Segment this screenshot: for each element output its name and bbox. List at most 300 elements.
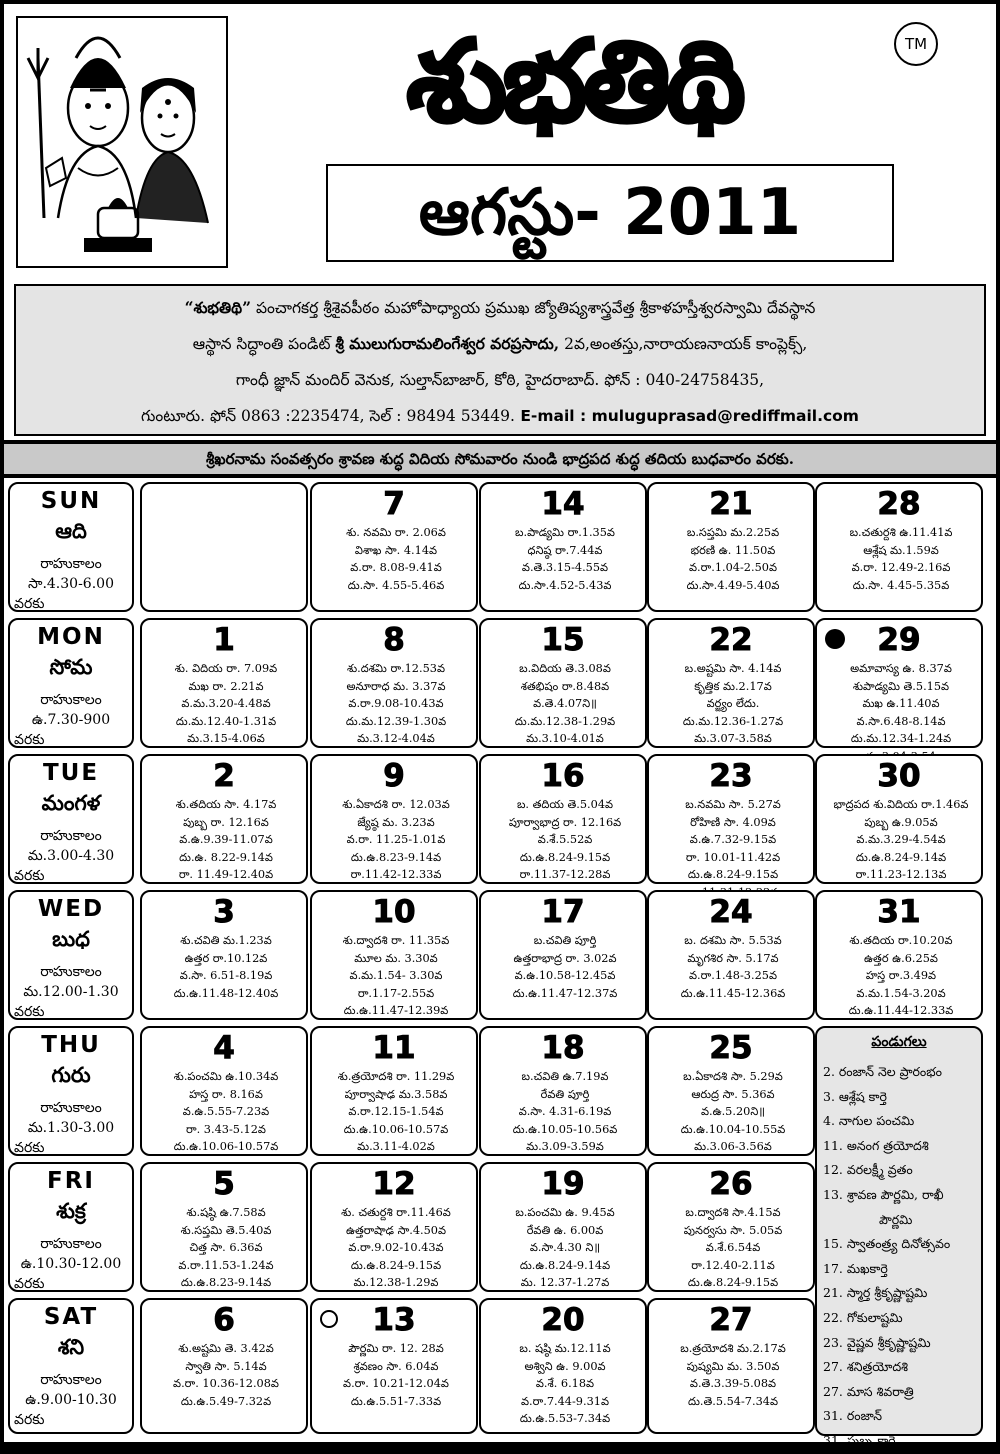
rahukalam-label: రాహుకాలం [40,692,102,708]
rahukalam-suffix: వరకు [14,1140,45,1156]
brand-title: శుభతిథి [406,17,742,147]
panchang-line: వ.రా. 11.25-1.01వ [346,833,446,846]
rahukalam-label: రాహుకాలం [40,1372,102,1388]
panchang-line: వ.సా.6.48-8.14వ [856,714,946,728]
date-number: 15 [541,622,585,658]
panchang-line: చిత్త సా. 6.36వ [189,1241,263,1254]
date-cell-20[interactable] [479,1298,647,1434]
panchang-line: వ.రా.7.44-9.31వ [521,1394,609,1408]
date-number: 27 [709,1302,753,1338]
panchang-details [148,932,304,1002]
date-cell-22[interactable] [647,618,815,748]
info-line-2 [16,328,984,360]
date-cell-23[interactable] [647,754,815,884]
date-number: 24 [709,894,753,930]
panchang-line: మ.3.15-4.06వ [187,732,265,745]
weekday-tue [8,754,134,884]
date-cell-29[interactable] [815,618,983,748]
weekday-thu [8,1026,134,1156]
festival-item: 13. శ్రావణ పౌర్ణమి, రాఖీ [823,1186,944,1202]
panchang-line: వ.సా. 6.51-8.19వ [179,969,273,982]
empty-cell [140,482,308,612]
panchang-line: వ.రా. 10.36-12.08వ [173,1377,279,1390]
panchang-line: మ.3.12-4.04వ [357,732,435,745]
date-cell-30[interactable] [815,754,983,884]
date-number: 31 [877,894,921,930]
date-number: 26 [709,1166,753,1202]
panchang-line: వ.ఉ.5.55-7.23వ [182,1105,270,1118]
weekday-te: బుధ [52,926,90,951]
panchang-line: శు.దశమి రా.12.53వ [347,662,445,675]
panchang-details [655,796,811,901]
panchang-details [318,932,474,1020]
calendar-grid [4,478,996,1448]
panchang-line: హస్త రా.3.49వ [865,969,937,982]
date-number: 5 [213,1166,235,1202]
rahukalam-suffix: వరకు [14,868,45,884]
festival-item: 31. రంజాన్ [823,1408,883,1424]
date-cell-1[interactable] [140,618,308,748]
panchang-line: దు.ఉ.5.49-7.32వ [180,1394,272,1408]
panchang-line: రా.12.40-2.11వ [691,1258,775,1272]
panchang-line: మ.3.11-4.02వ [357,1140,435,1153]
panchang-line: మ.12.38-1.29వ [353,1276,439,1289]
panchang-line: దు.ఉ.8.24-9.14వ [519,1258,611,1272]
panchang-line: వర్జ్యం లేదు. [706,697,760,710]
rahukalam-time: ఉ.9.00-10.30 [25,1392,117,1408]
panchang-line: జ్యేష్ఠ మ. 3.23వ [357,815,435,829]
panchang-line: శుపాడ్యమి తె.5.15వ [852,679,950,693]
festival-item: 4. నాగుల పంచమి [823,1113,915,1129]
panchang-line: బ.విదియ తె.3.08వ [519,662,611,675]
panchang-line: వ.రా.12.15-1.54వ [348,1105,444,1118]
date-number: 23 [709,758,753,794]
date-cell-31[interactable] [815,890,983,1020]
period-banner: శ్రీఖరనామ సంవత్సరం శ్రావణ శుద్ధ విదియ సోమవారం నుండి భాద్రపద శుద్ధ తదియ బుధవారం వరకు. [4,444,996,474]
panchang-line: రా. 11.49-12.40వ [178,868,274,881]
panchang-line: వ.రా. 12.49-2.16వ [851,561,951,574]
panchang-line: దు.ఉ.8.24-9.15వ [519,850,611,864]
date-cell-16[interactable] [479,754,647,884]
weekday-te: ఆది [55,518,87,543]
panchang-details [148,1340,304,1410]
rahukalam-time: ఉ.10.30-12.00 [20,1256,122,1272]
deity-illustration [16,16,228,268]
date-number: 19 [541,1166,585,1202]
panchang-line: బ.త్రయోదశి మ.2.17వ [680,1342,786,1355]
panchang-line: శు.చవితి మ.1.23వ [180,934,272,947]
panchang-line: బ. తదియ తె.5.04వ [516,798,614,811]
festival-item: 23. వైష్ణవ శ్రీకృష్ణాష్టమి [823,1334,931,1350]
weekday-te: శని [57,1334,85,1359]
festival-item: 11. అనంగ త్రయోదశి [823,1137,929,1153]
festivals-list [823,1060,979,1454]
date-cell-14[interactable] [479,482,647,612]
panchang-line: పుష్యమి మ. 3.50వ [686,1359,780,1373]
date-cell-28[interactable] [815,482,983,612]
panchang-line: శు.తదియ సా. 4.17వ [175,798,277,811]
date-number: 22 [709,622,753,658]
panchang-line: శతభిషం రా.8.48వ [520,679,610,693]
panchang-line: వ.ఉ.7.32-9.15వ [689,833,777,846]
panchang-line: దు.మ.12.38-1.29వ [514,714,616,728]
weekday-sat [8,1298,134,1434]
date-cell-19[interactable] [479,1162,647,1292]
panchang-line: బ.సప్తమి మ.2.25వ [686,526,780,539]
panchang-line: వ.తె.3.39-5.08వ [689,1377,777,1390]
panchang-line: రా.1.17-2.55వ [357,986,435,1000]
panchang-line: రేవతి పూర్తి [540,1087,590,1101]
panchang-details [655,524,811,594]
rahukalam-suffix: వరకు [14,596,45,612]
panchang-line: దు.ఉ.8.23-9.14వ [180,1276,272,1289]
panchang-line: మ.3.06-3.56వ [694,1140,772,1153]
panchang-line: భరణి ఉ. 11.50వ [690,543,776,557]
date-cell-3[interactable] [140,890,308,1020]
date-number: 1 [213,622,235,658]
panchang-line: వ.రా. 8.08-9.41వ [350,561,442,574]
panchang-line: వ.ఉ.9.39-11.07వ [179,833,273,846]
festival-item: 27. మాస శివరాత్రి [823,1383,914,1399]
date-number: 7 [383,486,405,522]
panchang-line: దు.ఉ.8.24-9.15వ [350,1258,442,1272]
panchang-line: ఉత్తర ఉ.6.25వ [864,951,938,965]
panchang-line: శు.అష్టమి తె. 3.42వ [178,1342,274,1355]
festivals-panel [815,1026,983,1448]
contact-phones: గుంటూరు. ఫోన్ 0863 :2235474, సెల్ : 98494 53449. [141,407,515,425]
weekday-mon [8,618,134,748]
date-number: 17 [541,894,585,930]
panchang-line: రా.11.23-12.13వ [855,868,947,881]
panchang-line: దు.ఉ.10.06-10.57వ [173,1140,279,1153]
date-cell-10[interactable] [310,890,478,1020]
panchang-line: రేవతి ఉ. 6.00వ [526,1223,604,1237]
date-number: 9 [383,758,405,794]
date-number: 6 [213,1302,235,1338]
date-cell-6[interactable] [140,1298,308,1434]
panchang-line: ఆరుద్ర సా. 5.36వ [691,1087,775,1101]
panchang-line: వ.ఉ.5.20ని॥ [700,1105,766,1118]
panchang-line: అమావాస్య ఉ. 8.37వ [850,662,952,675]
panchang-line: వ.ఉ.10.58-12.45వ [514,969,616,982]
rahukalam-label: రాహుకాలం [40,1100,102,1116]
rahukalam-label: రాహుకాలం [40,828,102,844]
weekday-fri [8,1162,134,1292]
panchang-line: శు. నవమి రా. 2.06వ [346,526,446,539]
panchang-line: దు.సా.4.52-5.43వ [518,578,612,592]
panchang-details [655,1204,811,1292]
weekday-te: శుక్ర [56,1198,86,1223]
panchang-details [655,660,811,748]
festival-item: 17. మఖకార్తె [823,1260,888,1276]
panchang-line: పుబ్బ రా. 12.16వ [183,815,269,829]
panchang-line: వ.రా.1.04-2.50వ [689,561,777,574]
panchang-line: వ.సా. 4.31-6.19వ [518,1105,612,1118]
panchang-details [823,660,979,765]
date-cell-17[interactable] [479,890,647,1020]
panchang-line: మఖ రా. 2.21వ [188,679,264,693]
panchang-details [487,1204,643,1292]
panchang-details [148,1204,304,1292]
panchang-details [655,1340,811,1410]
author-name: శ్రీ ములుగురామలింగేశ్వర వరప్రసాదు, [335,334,560,353]
panchang-line: దు.ఉ.5.51-7.33వ [350,1394,442,1408]
festival-item: 27. శనిత్రయోదశి [823,1359,909,1375]
panchang-line: పుబ్బ ఉ.9.05వ [864,815,938,829]
weekday-sun [8,482,134,612]
weekday-en: THU [41,1032,101,1058]
panchang-line: బ.ద్వాదశి సా.4.15వ [685,1206,781,1219]
info-text: ఆస్థాన సిద్ధాంతి పండిట్ [192,335,336,353]
panchang-line: శు.పంచమి ఉ.10.34వ [173,1070,279,1083]
panchang-line: ఉత్తరాభాద్ర రా. 3.02వ [513,951,617,965]
festival-item: 31. పుబ్బ కార్తె [823,1432,896,1448]
panchang-line: మ. 12.37-1.27వ [520,1276,610,1289]
panchang-line: దు.సా. 4.45-5.35వ [852,578,950,592]
panchang-details [318,524,474,594]
info-text: 2వ,అంతస్తు,నారాయణనాయక్ కాంప్లెక్స్, [559,335,808,353]
date-number: 4 [213,1030,235,1066]
panchang-line: మ.3.10-4.01వ [526,732,604,745]
panchang-line: దు.ఉ.8.23-9.14వ [350,850,442,864]
panchang-line: బ.పాడ్యమి రా.1.35వ [515,526,615,539]
festival-item: 3. ఆశ్లేష కార్తె [823,1088,887,1104]
panchang-line: వ.రా. 10.21-12.04వ [343,1377,449,1390]
panchang-details [487,932,643,1002]
panchang-line: దు.ఉ. 8.22-9.14వ [179,850,273,864]
date-number: 29 [877,622,921,658]
panchang-line: బ.చవితి పూర్తి [533,934,597,947]
date-cell-13[interactable] [310,1298,478,1434]
rahukalam-suffix: వరకు [14,732,45,748]
panchang-line: ధనిష్ఠ రా.7.44వ [527,543,603,557]
date-cell-15[interactable] [479,618,647,748]
panchang-line: దు.ఉ.11.47-12.37వ [512,986,618,1000]
date-number: 28 [877,486,921,522]
contact-email: E-mail : muluguprasad@rediffmail.com [514,407,859,425]
panchang-details [148,1068,304,1156]
panchang-line: వ.మ.3.29-4.54వ [856,833,946,846]
panchang-line: మూల మ. 3.30వ [354,951,438,965]
date-number: 16 [541,758,585,794]
panchang-line: పూర్వాభాద్ర రా. 12.16వ [508,815,622,829]
panchang-line: వ.రా.9.08-10.43వ [348,697,444,710]
panchang-line: దు.ఉ.5.53-7.34వ [519,1412,611,1425]
trademark-badge: TM [894,22,938,66]
panchang-line: బ.నవమి సా. 5.27వ [685,798,781,811]
festival-item: 12. వరలక్ష్మీ వ్రతం [823,1162,913,1178]
panchang-line: ఆశ్లేష మ.1.59వ [863,543,939,557]
rahukalam-time: ఉ.7.30-900 [31,712,111,728]
panchang-line: వ.శే. 6.18వ [535,1377,595,1390]
rahukalam-time: మ.12.00-1.30 [23,984,119,1000]
festival-item: 22. గోకులాష్టమి [823,1309,903,1325]
panchang-line: స్వాతి సా. 5.14వ [185,1359,267,1373]
panchang-line: శు. విదియ రా. 7.09వ [174,662,278,675]
date-number: 18 [541,1030,585,1066]
festival-item: 2. రంజాన్ నెల ప్రారంభం [823,1064,942,1079]
panchang-details [823,796,979,884]
panchang-line: దు.ఉ.11.45-12.36వ [680,986,786,1000]
panchang-details [487,1340,643,1428]
date-number: 20 [541,1302,585,1338]
panchang-line: దు.ఉ.10.05-10.56వ [512,1122,618,1136]
rahukalam-label: రాహుకాలం [40,556,102,572]
panchang-line: వ.రా.9.02-10.43వ [348,1241,444,1254]
brand-quote: “శుభతిథి” [184,298,252,317]
rahukalam-time: మ.3.00-4.30 [27,848,115,864]
panchang-line: బ.అష్టమి సా. 4.14వ [684,662,782,675]
panchang-line: పునర్వసు సా. 5.05వ [683,1223,783,1237]
panchang-line: పౌర్ణమి రా. 12. 28వ [348,1342,444,1355]
info-line-3: గాంధీ జ్ఞాన్ మందిర్ వెనుక, సుల్తాన్‌బాజార్, కోఠి, హైదరాబాద్. ఫోన్ : 040-24758435, [235,371,765,389]
publisher-info [4,280,996,440]
date-cell-7[interactable] [310,482,478,612]
date-number: 13 [372,1302,416,1338]
festivals-title: పండుగలు [871,1034,927,1050]
weekday-te: సోమ [49,654,93,679]
date-cell-5[interactable] [140,1162,308,1292]
date-cell-2[interactable] [140,754,308,884]
panchang-line: రా. 10.01-11.42వ [685,850,781,864]
rahukalam-label: రాహుకాలం [40,964,102,980]
panchang-line: దు.ఉ.8.24-9.15వ [687,1276,779,1289]
date-cell-8[interactable] [310,618,478,748]
panchang-line: దు.ఉ.8.24-9.14వ [855,850,947,864]
weekday-en: SUN [40,488,102,514]
panchang-details [148,796,304,884]
panchang-line: శు. చతుర్దశి రా.11.46వ [341,1206,451,1219]
panchang-line: బ. దశమి సా. 5.53వ [684,934,782,947]
panchang-details [487,1068,643,1156]
panchang-line: వ.శే.6.54వ [705,1241,761,1254]
panchang-details [318,660,474,748]
panchang-line: శు.త్రయోదశి రా. 11.29వ [337,1070,455,1083]
date-cell-12[interactable] [310,1162,478,1292]
date-number: 11 [372,1030,416,1066]
panchang-line: శు.సప్తమి తె.5.40వ [180,1223,272,1237]
panchang-line: దు.మ.12.39-1.30వ [345,714,447,728]
date-number: 30 [877,758,921,794]
panchang-line: బ.పంచమి ఉ. 9.45వ [515,1206,615,1219]
date-cell-26[interactable] [647,1162,815,1292]
month-year: ఆగస్టు- 2011 [418,176,802,250]
panchang-details [487,796,643,884]
month-year-box [326,164,894,262]
panchang-line: ఉత్తర రా.10.12వ [184,951,268,965]
panchang-line: దు.సా.4.49-5.40వ [686,578,780,592]
date-number: 25 [709,1030,753,1066]
info-line-1 [16,292,984,324]
date-number: 21 [709,486,753,522]
panchang-line: వ.రా.1.48-3.25వ [689,969,777,982]
festival-item: పౌర్ణమి [879,1211,913,1227]
date-cell-27[interactable] [647,1298,815,1434]
info-text: పంచాగకర్త శ్రీశైవపీఠం మహోపాధ్యాయ ప్రముఖ జ్యోతిష్యశాస్త్రవేత్త శ్రీకాళహస్తీశ్వరస్వామి దేవస్థాన [251,299,816,317]
panchang-line: శు.ద్వాదశి రా. 11.35వ [342,934,450,947]
date-cell-24[interactable] [647,890,815,1020]
weekday-te: మంగళ [41,790,101,815]
panchang-line: శు.ఏకాదశి రా. 12.03వ [342,798,450,811]
panchang-line: దు.ఉ.11.48-12.40వ [173,986,279,1000]
date-cell-25[interactable] [647,1026,815,1156]
rahukalam-suffix: వరకు [14,1276,45,1292]
panchang-line: దు.ఉ.10.04-10.55వ [680,1122,786,1136]
rahukalam-suffix: వరకు [14,1412,45,1428]
date-number: 10 [372,894,416,930]
date-cell-11[interactable] [310,1026,478,1156]
date-number: 14 [541,486,585,522]
panchang-line: దు.సా. 4.55-5.46వ [347,578,445,592]
panchang-line: వ.మ.1.54- 3.30వ [349,969,443,982]
header [4,4,996,280]
panchang-line: దు.ఉ.10.06-10.57వ [343,1122,449,1136]
weekday-wed [8,890,134,1020]
panchang-line: విశాఖ సా. 4.14వ [354,543,438,557]
panchang-line: దు.మ.12.40-1.31వ [175,714,277,728]
panchang-details [823,524,979,594]
panchang-line: శ్రవణం సా. 6.04వ [353,1359,439,1373]
panchang-details [318,796,474,884]
panchang-line: ఉత్తరాషాఢ సా.4.50వ [345,1223,447,1237]
panchang-line: దు.తె.5.54-7.34వ [687,1394,778,1408]
panchang-line: మృగశిర సా. 5.17వ [687,951,779,965]
weekday-en: MON [37,624,105,650]
panchang-line: వ.తె.4.07ని॥ [533,697,597,710]
date-number: 3 [213,894,235,930]
date-number: 8 [383,622,405,658]
weekday-te: గురు [51,1062,91,1087]
panchang-details [487,524,643,594]
panchang-details [655,1068,811,1156]
panchang-line: దు.మ.12.34-1.24వ [850,732,952,745]
rahukalam-label: రాహుకాలం [40,1236,102,1252]
panchang-line: దు.ఉ.8.24-9.15వ [687,868,779,881]
panchang-line: మ.3.07-3.58వ [694,732,772,745]
rahukalam-suffix: వరకు [14,1004,45,1020]
info-line-4 [16,400,984,432]
panchang-line: రా.11.42-12.33వ [350,868,442,881]
panchang-line: కృత్తిక మ.2.17వ [694,679,772,693]
weekday-en: TUE [42,760,100,786]
panchang-line: దు.ఉ.11.47-12.39వ [343,1004,449,1017]
rahukalam-time: మ.1.30-3.00 [27,1120,115,1136]
date-cell-9[interactable] [310,754,478,884]
panchang-line: పూర్వాషాఢ మ.3.58వ [344,1087,448,1101]
festival-item: 15. స్వాతంత్ర్య దినోత్సవం [823,1236,951,1252]
festival-item: 21. స్మార్త శ్రీకృష్ణాష్టమి [823,1285,928,1301]
panchang-line: వ.మ.1.54-3.20వ [856,986,946,1000]
weekday-en: WED [37,896,105,922]
panchang-line: బ.చతుర్దశి ఉ.11.41వ [849,526,953,539]
panchang-line: రోహిణి సా. 4.09వ [690,815,776,829]
panchang-line: వ.మ.3.20-4.48వ [181,697,271,710]
panchang-line: రా.11.37-12.28వ [519,868,611,881]
date-cell-4[interactable] [140,1026,308,1156]
panchang-line: వ.శే.5.52వ [537,833,593,846]
date-cell-18[interactable] [479,1026,647,1156]
date-cell-21[interactable] [647,482,815,612]
panchang-details [318,1204,474,1292]
panchang-details [318,1068,474,1156]
panchang-line: అనూరాధ మ. 3.37వ [346,679,446,693]
panchang-line: దు.మ.12.36-1.27వ [682,714,784,728]
panchang-line: బ.ఏకాదశి సా. 5.29వ [683,1070,783,1083]
panchang-line: రా. 3.43-5.12వ [186,1122,266,1136]
weekday-en: SAT [43,1304,99,1330]
panchang-line: వ.రా.11.53-1.24వ [178,1258,274,1272]
panchang-details [318,1340,474,1410]
